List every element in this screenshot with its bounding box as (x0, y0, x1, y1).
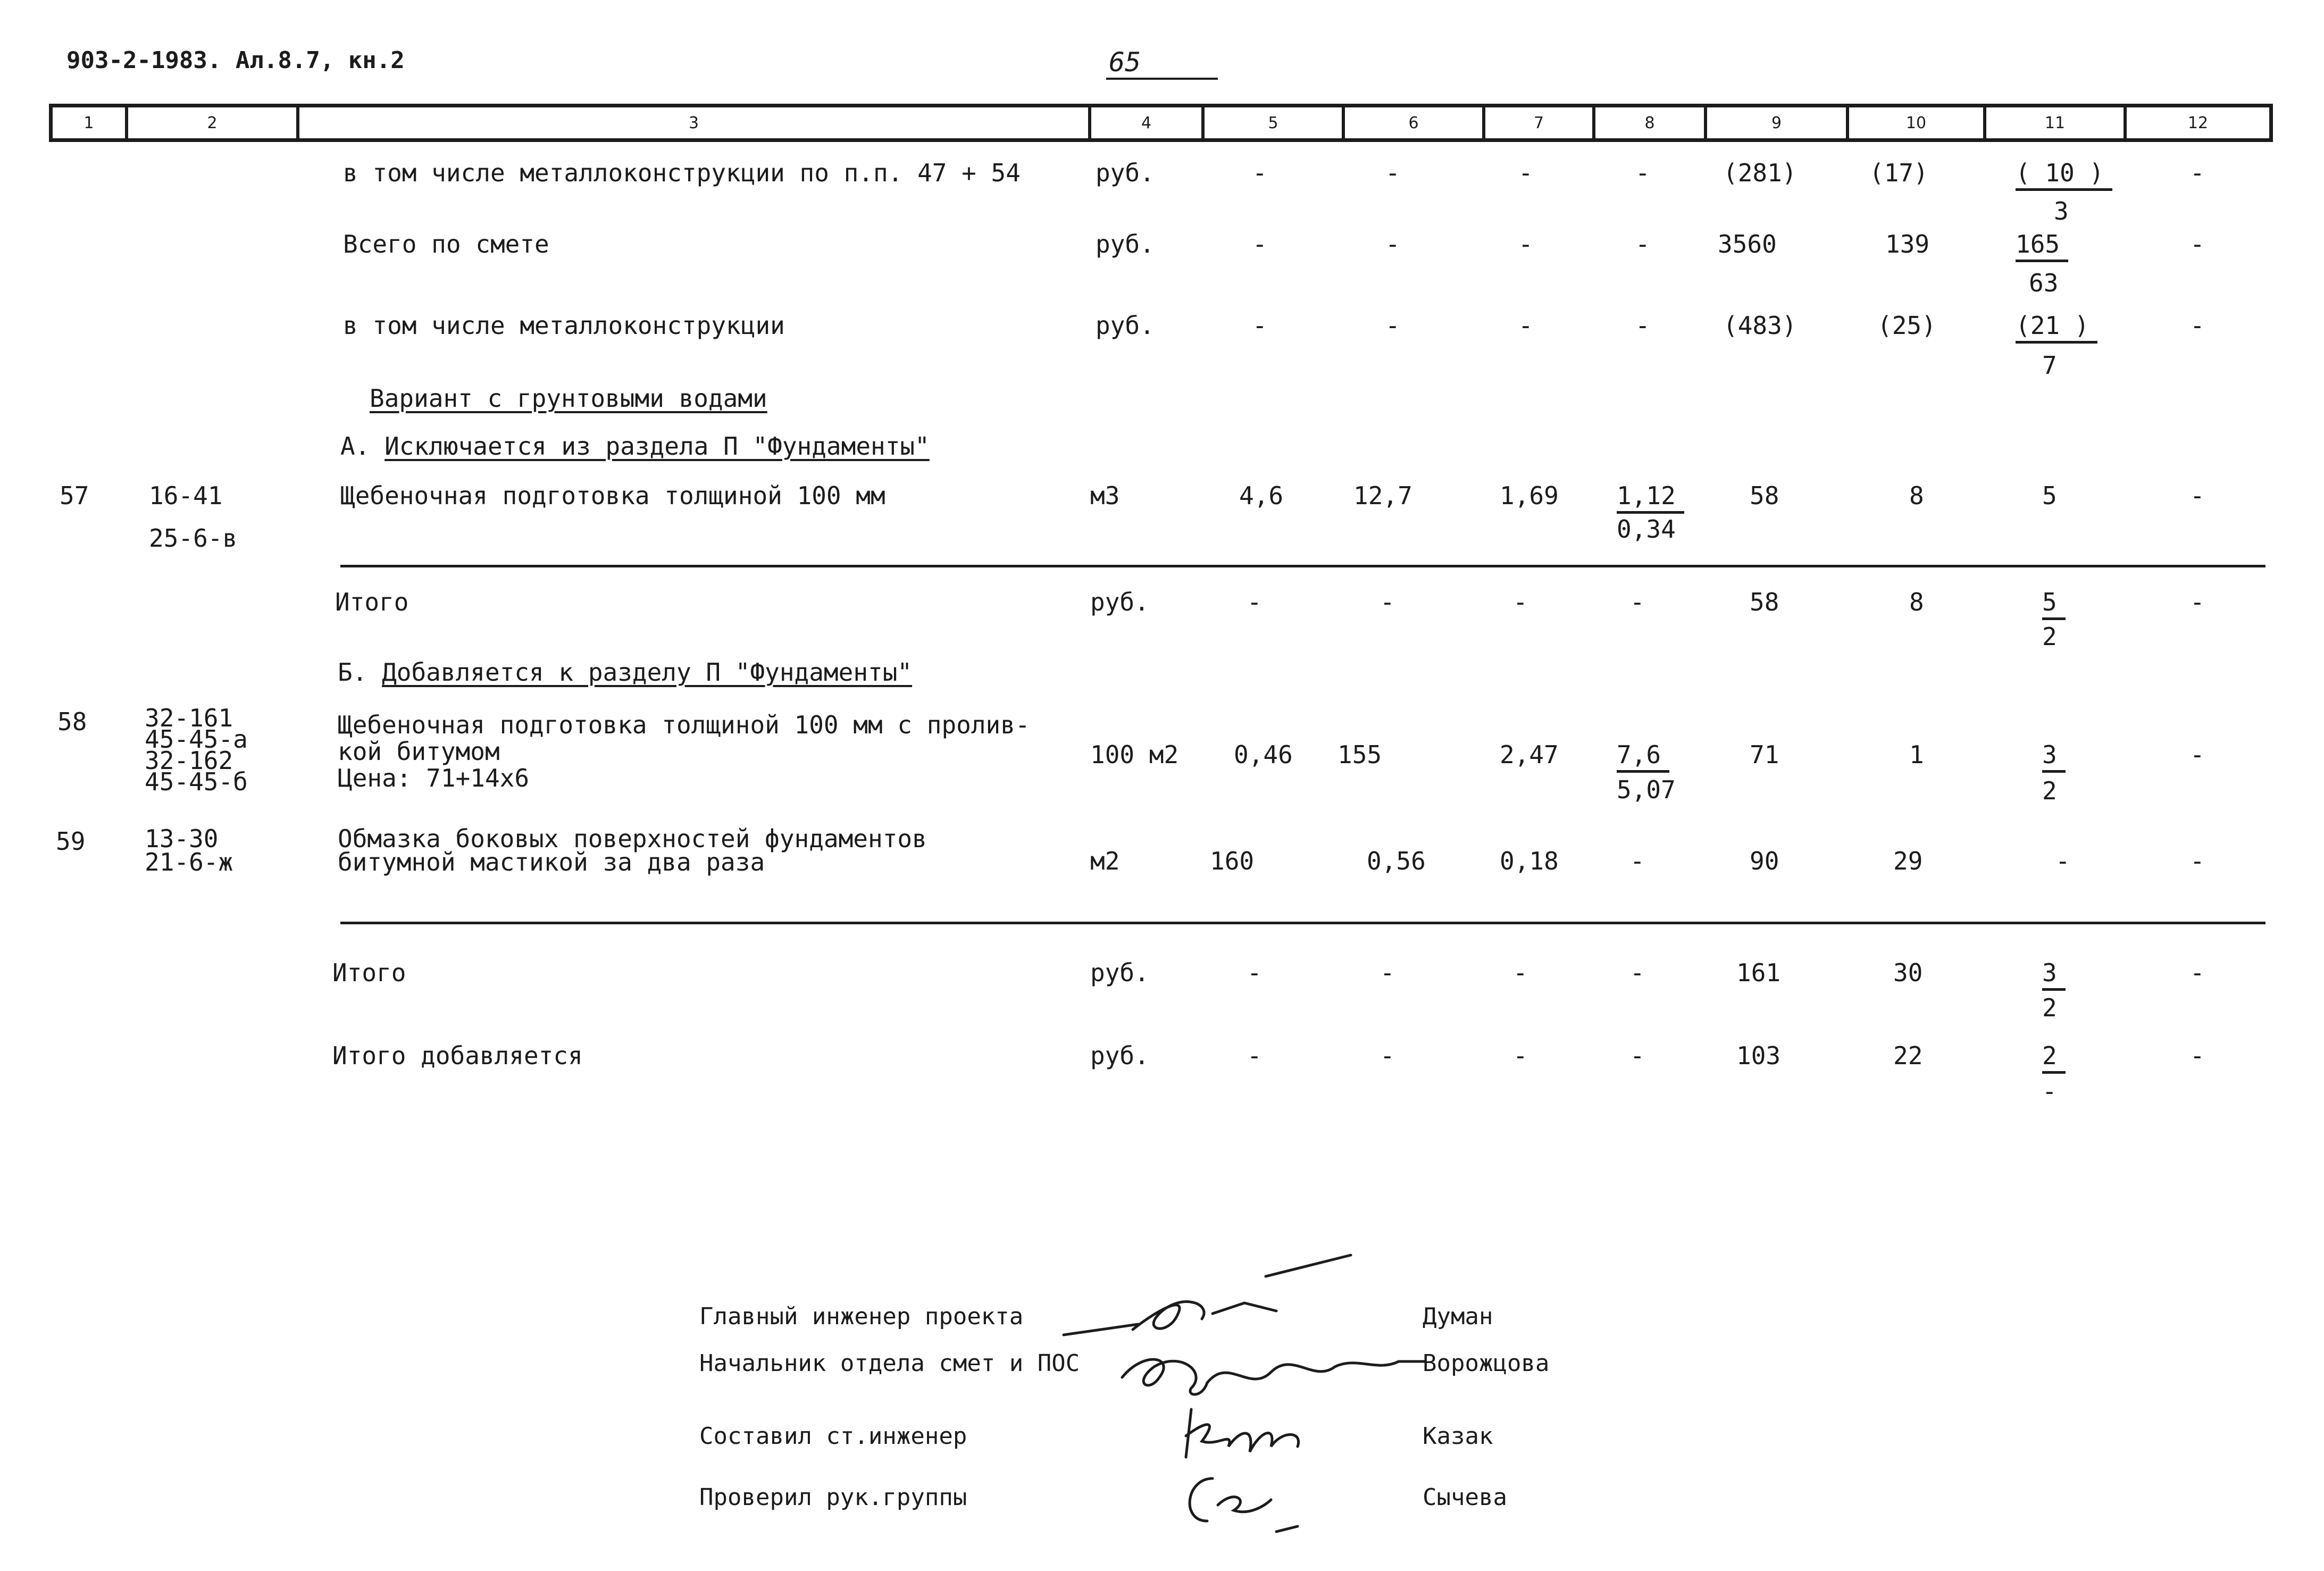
row58-col11-top: 3 (2042, 740, 2066, 773)
column-header-4: 4 (1091, 107, 1205, 138)
signature-name-compiler: Казак (1423, 1423, 1493, 1450)
row58-description-line: Щебеночная подготовка толщиной 100 мм с пролив- (338, 711, 1030, 739)
row3-col9: (483) (1723, 311, 1797, 340)
row3-col6: - (1385, 311, 1400, 340)
row59-number: 59 (56, 827, 86, 856)
itogo-a-col11-top: 5 (2042, 588, 2066, 620)
itogo-a-col5: - (1247, 588, 1262, 616)
page-number-underline (1106, 78, 1218, 80)
row3-col11-top: (21 ) (2016, 311, 2097, 344)
itogo-a-unit: руб. (1090, 588, 1149, 616)
itogo-added-col11-top: 2 (2042, 1041, 2066, 1074)
row1-col6: - (1385, 158, 1400, 187)
itogo-added-col12: - (2190, 1041, 2205, 1070)
itogo-b-col9: 161 (1736, 958, 1781, 987)
column-header-5: 5 (1205, 107, 1345, 138)
row2-col5: - (1252, 230, 1267, 258)
itogo-a-col11-bottom: 2 (2042, 622, 2057, 651)
itogo-b-col7: - (1513, 958, 1528, 987)
signature-role-department-head: Начальник отдела смет и ПОС (699, 1350, 1080, 1377)
row58-code-line: 45-45-б (145, 767, 248, 796)
row1-col11-top: ( 10 ) (2016, 158, 2112, 191)
row58-col12: - (2190, 740, 2205, 769)
itogo-a-col8: - (1630, 588, 1645, 616)
itogo-b-unit: руб. (1090, 958, 1149, 987)
row58-col9: 71 (1750, 740, 1779, 769)
itogo-a-col10: 8 (1909, 588, 1924, 616)
row57-col12: - (2190, 481, 2205, 510)
row2-col8: - (1635, 230, 1650, 258)
row59-code-line: 13-30 (145, 824, 219, 853)
row3-col5: - (1252, 311, 1267, 340)
section-variant-heading: Вариант с грунтовыми водами (370, 384, 767, 413)
itogo-b-col5: - (1247, 958, 1262, 987)
itogo-added-col5: - (1247, 1041, 1262, 1070)
itogo-b-col6: - (1380, 958, 1395, 987)
row59-col6: 0,56 (1367, 847, 1426, 875)
row1-col10: (17) (1869, 158, 1928, 187)
row57-unit: м3 (1090, 481, 1120, 510)
section-b-heading (338, 658, 912, 687)
row2-col12: - (2190, 230, 2205, 258)
row59-col11: - (2055, 847, 2070, 875)
section-b-prefix: Б. (338, 658, 367, 687)
row57-col8-bottom: 0,34 (1617, 515, 1676, 544)
itogo-a-col9: 58 (1750, 588, 1779, 616)
itogo-added-unit: руб. (1090, 1041, 1149, 1070)
divider-line-a (340, 565, 2266, 567)
itogo-added-col8: - (1630, 1041, 1645, 1070)
handwritten-signature-checker (1170, 1468, 1308, 1537)
itogo-added-col9: 103 (1736, 1041, 1781, 1070)
row58-col10: 1 (1909, 740, 1924, 769)
signature-role-checker: Проверил рук.группы (699, 1484, 967, 1511)
itogo-added-col11-bottom: - (2042, 1077, 2057, 1106)
document-code: 903-2-1983. Ал.8.7, кн.2 (66, 47, 405, 74)
signature-role-compiler: Составил ст.инженер (699, 1423, 967, 1450)
row59-unit: м2 (1090, 847, 1120, 875)
column-header-2: 2 (128, 107, 299, 138)
row2-col9: 3560 (1718, 230, 1777, 258)
row59-col7: 0,18 (1500, 847, 1559, 875)
row57-col8-top: 1,12 (1617, 481, 1684, 514)
row57-col9: 58 (1750, 481, 1779, 510)
column-header-3: 3 (299, 107, 1091, 138)
row1-col5: - (1252, 158, 1267, 187)
handwritten-signature-department-head (1111, 1335, 1431, 1409)
itogo-added-col6: - (1380, 1041, 1395, 1070)
itogo-a-label: Итого (335, 588, 409, 616)
column-header-7: 7 (1485, 107, 1595, 138)
row58-col7: 2,47 (1500, 740, 1559, 769)
section-a-heading (340, 432, 930, 461)
row59-col12: - (2190, 847, 2205, 875)
row3-col10: (25) (1877, 311, 1936, 340)
row59-col8: - (1630, 847, 1645, 875)
row1-col8: - (1635, 158, 1650, 187)
row58-number: 58 (57, 707, 87, 736)
row58-code-line: 32-161 (145, 704, 233, 732)
signature-name-department-head: Ворожцова (1423, 1350, 1550, 1377)
row57-col11: 5 (2042, 481, 2057, 510)
row58-description-line: кой битумом (338, 737, 500, 766)
row58-code-line: 32-162 (145, 746, 233, 775)
row58-col8-top: 7,6 (1617, 740, 1669, 773)
row57-code-bottom: 25-6-в (149, 524, 238, 553)
row58-col11-bottom: 2 (2042, 776, 2057, 805)
row57-col5: 4,6 (1239, 481, 1284, 510)
row59-col9: 90 (1750, 847, 1779, 875)
row1-col7: - (1518, 158, 1533, 187)
row59-col5: 160 (1210, 847, 1255, 875)
row58-unit: 100 м2 (1090, 740, 1179, 769)
itogo-b-col10: 30 (1893, 958, 1923, 987)
row2-col11-bottom: 63 (2029, 269, 2059, 297)
signature-role-chief-engineer: Главный инженер проекта (699, 1303, 1024, 1330)
row57-col7: 1,69 (1500, 481, 1559, 510)
row58-col8-bottom: 5,07 (1617, 775, 1676, 804)
row2-col7: - (1518, 230, 1533, 258)
itogo-added-col7: - (1513, 1041, 1528, 1070)
section-b-title: Добавляется к разделу П "Фундаменты" (382, 658, 913, 687)
signature-name-checker: Сычева (1423, 1484, 1507, 1511)
column-header-1: 1 (53, 107, 128, 138)
row3-col8: - (1635, 311, 1650, 340)
row59-col10: 29 (1893, 847, 1923, 875)
row57-description: Щебеночная подготовка толщиной 100 мм (340, 481, 885, 510)
section-a-title: Исключается из раздела П "Фундаменты" (384, 432, 930, 461)
row2-col10: 139 (1885, 230, 1930, 258)
itogo-added-col10: 22 (1893, 1041, 1923, 1070)
row57-code-top: 16-41 (149, 481, 223, 510)
itogo-b-label: Итого (332, 958, 406, 987)
row59-description-line: битумной мастикой за два раза (338, 848, 765, 876)
itogo-b-col11-top: 3 (2042, 958, 2066, 991)
row59-description (338, 824, 927, 876)
row57-number: 57 (60, 481, 89, 510)
section-a-prefix: А. (340, 432, 370, 461)
row58-col5: 0,46 (1234, 740, 1293, 769)
row59-code (145, 824, 233, 876)
row2-unit: руб. (1096, 230, 1155, 258)
column-header-11: 11 (1986, 107, 2127, 138)
row58-col6: 155 (1337, 740, 1382, 769)
row3-col12: - (2190, 311, 2205, 340)
row1-col12: - (2190, 158, 2205, 187)
itogo-b-col12: - (2190, 958, 2205, 987)
row57-col10: 8 (1909, 481, 1924, 510)
row3-col7: - (1518, 311, 1533, 340)
row1-unit: руб. (1096, 158, 1155, 187)
row3-unit: руб. (1096, 311, 1155, 340)
page-number: 65 (1109, 47, 1141, 78)
row1-description: в том числе металлоконструкции по п.п. 47 + 54 (343, 158, 1021, 187)
column-header-row (49, 104, 2273, 142)
row3-description: в том числе металлоконструкции (343, 311, 785, 340)
column-header-9: 9 (1707, 107, 1849, 138)
row3-col11-bottom: 7 (2042, 351, 2057, 380)
handwritten-signature-compiler (1170, 1399, 1330, 1473)
column-header-8: 8 (1595, 107, 1707, 138)
itogo-added-label: Итого добавляется (332, 1041, 583, 1070)
row59-code-line: 21-6-ж (145, 848, 233, 876)
row59-description-line: Обмазка боковых поверхностей фундаментов (338, 824, 927, 853)
row2-col6: - (1385, 230, 1400, 258)
row57-col6: 12,7 (1353, 481, 1412, 510)
itogo-a-col7: - (1513, 588, 1528, 616)
itogo-a-col6: - (1380, 588, 1395, 616)
column-header-6: 6 (1345, 107, 1485, 138)
column-header-10: 10 (1849, 107, 1986, 138)
row1-col11-bottom: 3 (2054, 197, 2069, 225)
column-header-12: 12 (2187, 113, 2209, 132)
row58-description (338, 712, 1030, 791)
row58-code (145, 704, 248, 796)
row58-code-line: 45-45-а (145, 725, 248, 754)
row1-col9: (281) (1723, 158, 1797, 187)
itogo-b-col8: - (1630, 958, 1645, 987)
itogo-b-col11-bottom: 2 (2042, 993, 2057, 1022)
row58-description-line: Цена: 71+14х6 (338, 764, 530, 792)
row2-col11-top: 165 (2016, 230, 2068, 262)
signature-name-chief-engineer: Думан (1423, 1303, 1493, 1330)
row2-description: Всего по смете (343, 230, 549, 258)
itogo-a-col12: - (2190, 588, 2205, 616)
divider-line-b (340, 922, 2266, 924)
